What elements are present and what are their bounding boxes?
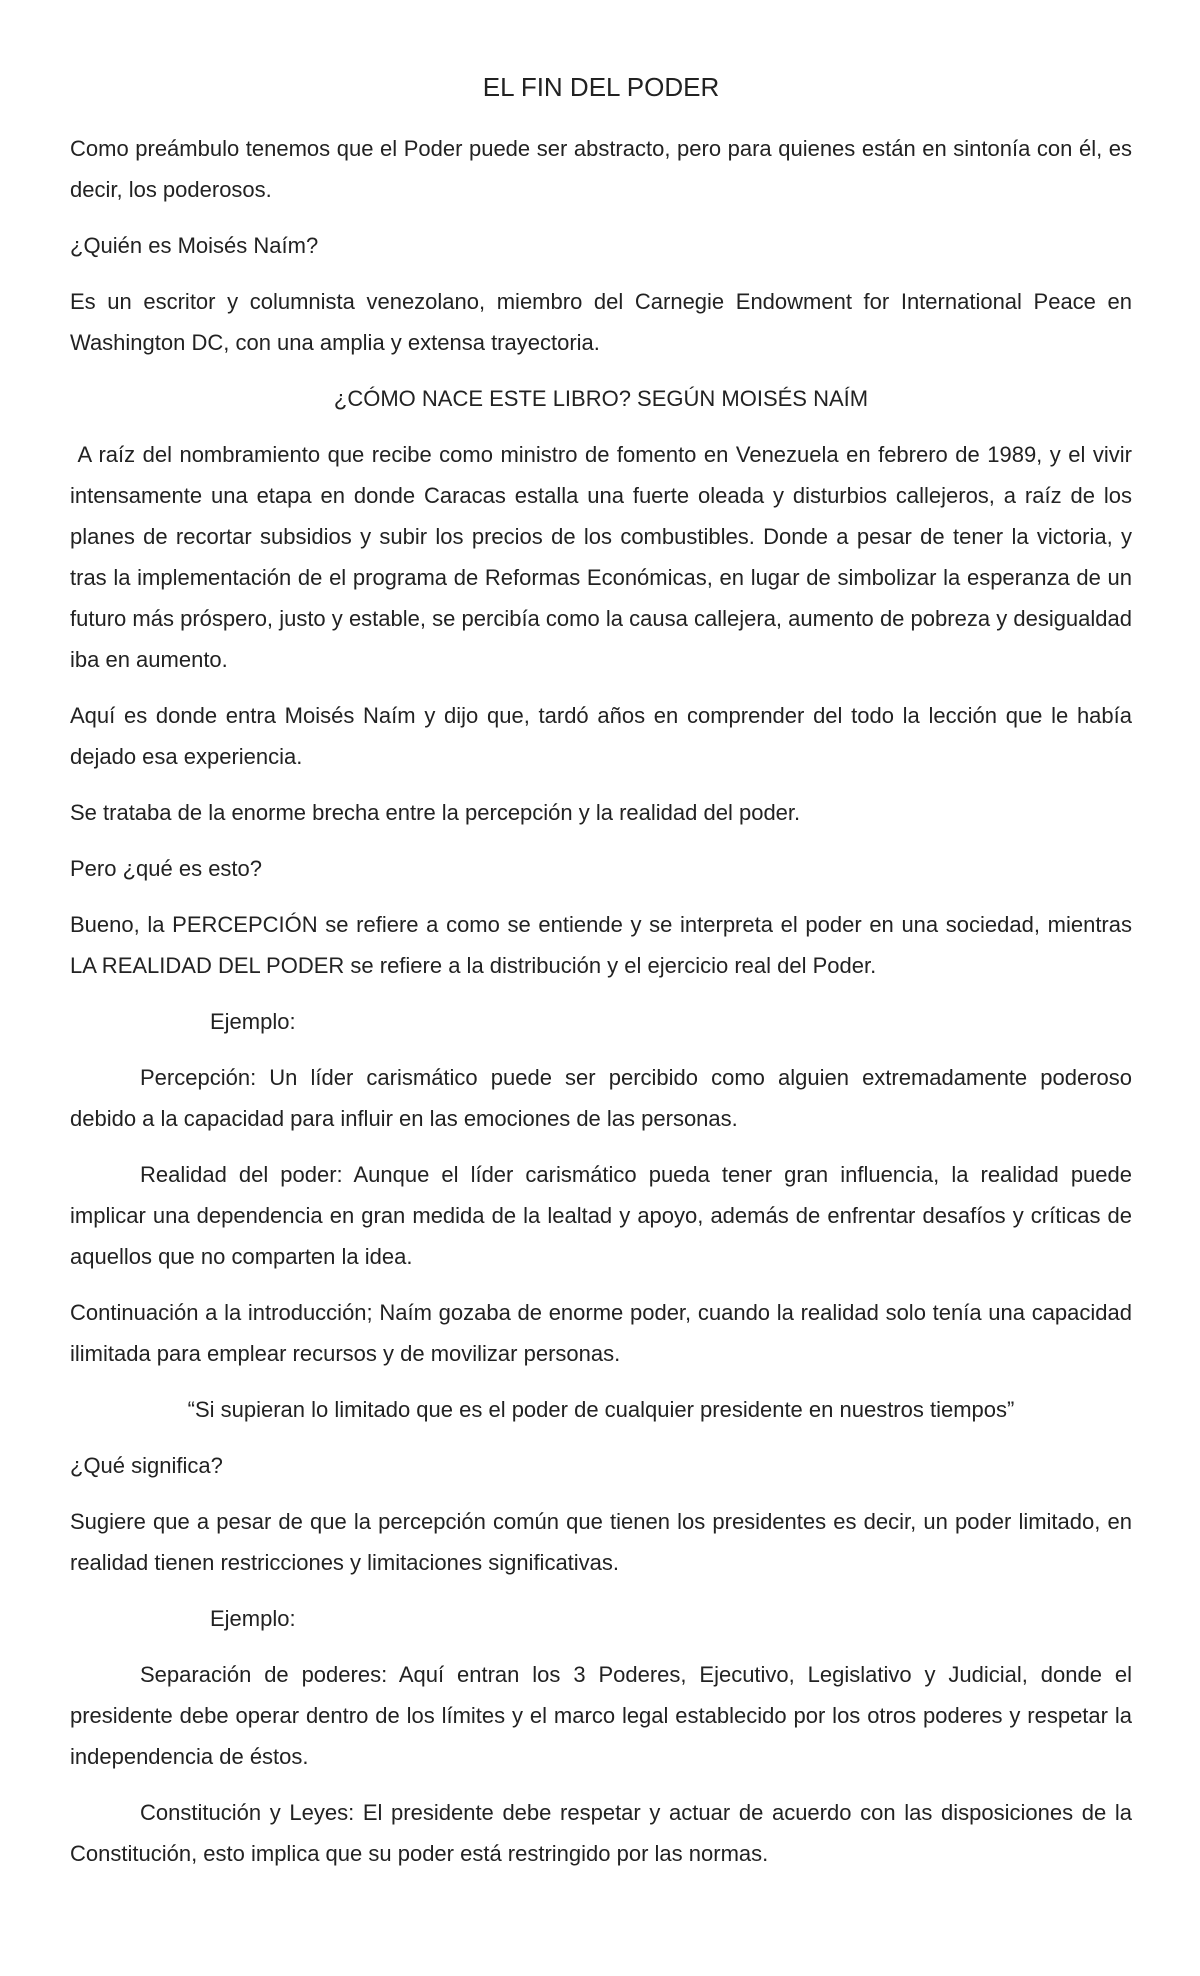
paragraph-definition: Bueno, la PERCEPCIÓN se refiere a como se entiende y se interpreta el poder en una sociedad, mientras LA REALIDAD DEL PODER se refiere a la distribución y el ejercicio real del Poder.: [70, 912, 1132, 978]
paragraph-question: Pero ¿qué es esto?: [70, 856, 263, 881]
paragraph-preamble: Como preámbulo tenemos que el Poder puede ser abstracto, pero para quienes están en sintonía con él, es decir, los poderosos.: [70, 136, 1132, 202]
paragraph-naim-bio: Es un escritor y columnista venezolano, miembro del Carnegie Endowment for International Peace en Washington DC, con una amplia y extensa trayectoria.: [70, 289, 1132, 355]
paragraph-meaning: Sugiere que a pesar de que la percepción común que tienen los presidentes es decir, un poder limitado, en realidad tienen restricciones y limitaciones significativas.: [70, 1509, 1132, 1575]
paragraph-constitution: Constitución y Leyes: El presidente debe respetar y actuar de acuerdo con las disposiciones de la Constitución, esto implica que su poder está restringido por las normas.: [70, 1800, 1132, 1866]
document-page: [70, 70, 1139, 1889]
paragraph-origin: A raíz del nombramiento que recibe como ministro de fomento en Venezuela en febrero de 1989, y el vivir intensamente una etapa en donde Caracas estalla una fuerte oleada y disturbios callejeros, a raíz de los planes de recortar subsidios y subir los precios de los combustibles. Donde a pesar de tener la victoria, y tras la implementación de el programa de Reformas Económicas, en lugar de simbolizar la esperanza de un futuro más próspero, justo y estable, se percibía como la causa callejera, aumento de pobreza y desigualdad iba en aumento.: [70, 442, 1139, 672]
paragraph-reality-example: Realidad del poder: Aunque el líder carismático pueda tener gran influencia, la realidad puede implicar una dependencia en gran medida de la lealtad y apoyo, además de enfrentar desafíos y críticas de aquellos que no comparten la idea.: [70, 1162, 1132, 1269]
quote: “Si supieran lo limitado que es el poder de cualquier presidente en nuestros tiempos”: [187, 1397, 1015, 1422]
paragraph-lesson: Aquí es donde entra Moisés Naím y dijo que, tardó años en comprender del todo la lección que le había dejado esa experiencia.: [70, 703, 1132, 769]
paragraph-who-is-naim: ¿Quién es Moisés Naím?: [70, 233, 319, 258]
document-title: EL FIN DEL PODER: [482, 72, 720, 102]
paragraph-perception-example: Percepción: Un líder carismático puede ser percibido como alguien extremadamente poderoso debido a la capacidad para influir en las emociones de las personas.: [70, 1065, 1132, 1131]
paragraph-continuation: Continuación a la introducción; Naím gozaba de enorme poder, cuando la realidad solo tenía una capacidad ilimitada para emplear recursos y de movilizar personas.: [70, 1300, 1132, 1366]
paragraph-separation-of-powers: Separación de poderes: Aquí entran los 3 Poderes, Ejecutivo, Legislativo y Judicial, donde el presidente debe operar dentro de los límites y el marco legal establecido por los otros poderes y respetar la independencia de éstos.: [70, 1662, 1132, 1769]
example-label-1: Ejemplo:: [210, 1009, 296, 1034]
section-heading-origin: ¿CÓMO NACE ESTE LIBRO? SEGÚN MOISÉS NAÍM: [333, 386, 869, 411]
example-label-2: Ejemplo:: [210, 1606, 296, 1631]
paragraph-meaning-question: ¿Qué significa?: [70, 1453, 223, 1478]
paragraph-gap: Se trataba de la enorme brecha entre la percepción y la realidad del poder.: [70, 800, 801, 825]
